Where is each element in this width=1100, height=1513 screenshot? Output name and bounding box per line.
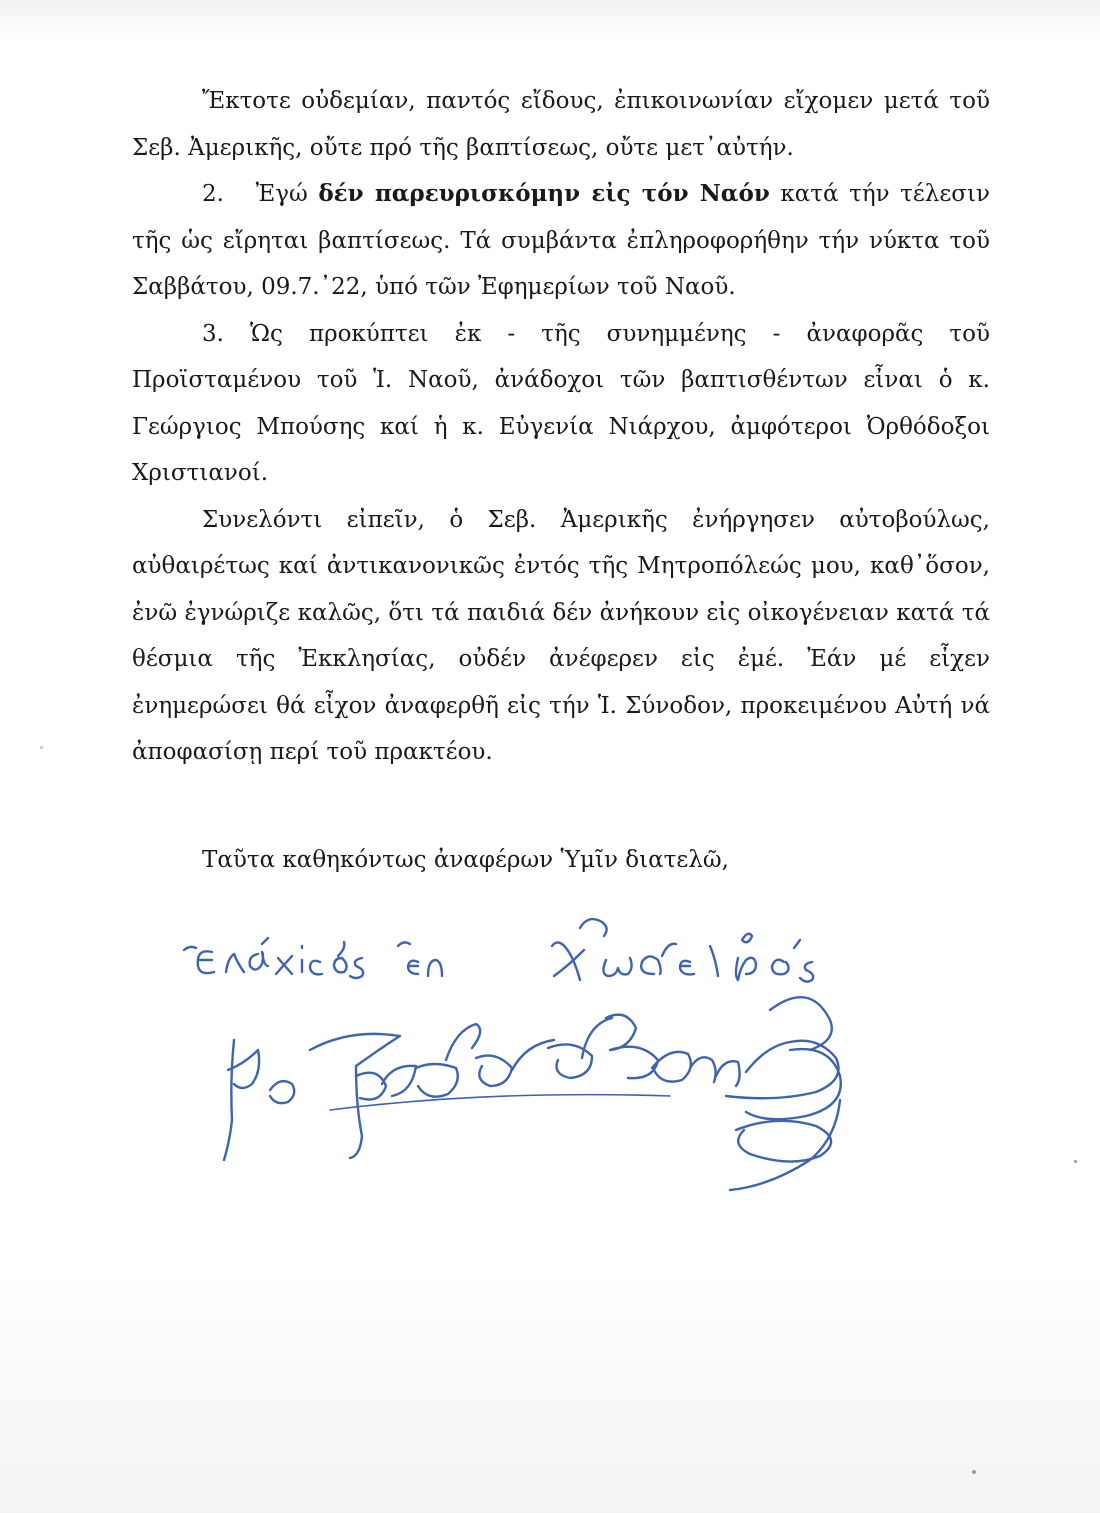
paragraph-4 xyxy=(132,497,990,776)
letter-body xyxy=(132,78,990,776)
paragraph-4-text: Συνελόντι εἰπεῖν, ὁ Σεβ. Ἀμερικῆς ἐνήργησεν αὐτοβούλως, αὐθαιρέτως καί ἀντικανονικῶς ἐντός τῆς Μητροπόλεώς μου, καθ᾽ὅσον, ἐνῶ ἐγνώριζε καλῶς, ὅτι τά παιδιά δέν ἀνήκουν εἰς οἰκογένειαν κατά τά θέσμια τῆς Ἐκκλησίας, οὐδέν ἀνέφερεν εἰς ἐμέ. Ἐάν μέ εἶχεν ἐνημερώσει θά εἶχον ἀναφερθῆ εἰς τήν Ἱ. Σύνοδον, προκειμένου Αὐτή νά ἀποφασίσῃ περί τοῦ πρακτέου. xyxy=(132,506,990,765)
paper-speck xyxy=(972,1470,976,1474)
paragraph-2-rest: κατά τήν τέλεσιν τῆς ὡς εἴρηται βαπτίσεως. Τά συμβάντα ἐπληροφορήθην τήν νύκτα τοῦ Σαββάτου, 09.7.᾽22, ὑπό τῶν Ἐφημερίων τοῦ Ναοῦ. xyxy=(132,181,990,300)
paragraph-1-text: Ἔκτοτε οὐδεμίαν, παντός εἴδους, ἐπικοινωνίαν εἴχομεν μετά τοῦ Σεβ. Ἀμερικῆς, οὔτε πρό τῆς βαπτίσεως, οὔτε μετ᾽αὐτήν. xyxy=(132,88,990,161)
closing-line: Ταῦτα καθηκόντως ἀναφέρων Ὑμῖν διατελῶ, xyxy=(202,847,729,873)
paragraph-2 xyxy=(132,171,990,311)
paragraph-2-emphasis: δέν παρευρισκόμην εἰς τόν Ναόν xyxy=(318,180,770,207)
paragraph-2-intro: 2. Ἐγώ xyxy=(202,181,319,207)
paper-speck xyxy=(40,746,43,749)
signature-drawing xyxy=(170,900,890,1230)
handwritten-signature xyxy=(170,900,890,1230)
paragraph-1 xyxy=(132,78,990,171)
paragraph-3 xyxy=(132,311,990,497)
paper-speck xyxy=(1074,1160,1077,1163)
paragraph-3-text: 3. Ὡς προκύπτει ἐκ - τῆς συνημμένης - ἀναφορᾶς τοῦ Προϊσταμένου τοῦ Ἱ. Ναοῦ, ἀνάδοχοι τῶν βαπτισθέντων εἶναι ὁ κ. Γεώργιος Μπούσης καί ἡ κ. Εὐγενία Νιάρχου, ἀμφότεροι Ὀρθόδοξοι Χριστιανοί. xyxy=(132,320,990,486)
